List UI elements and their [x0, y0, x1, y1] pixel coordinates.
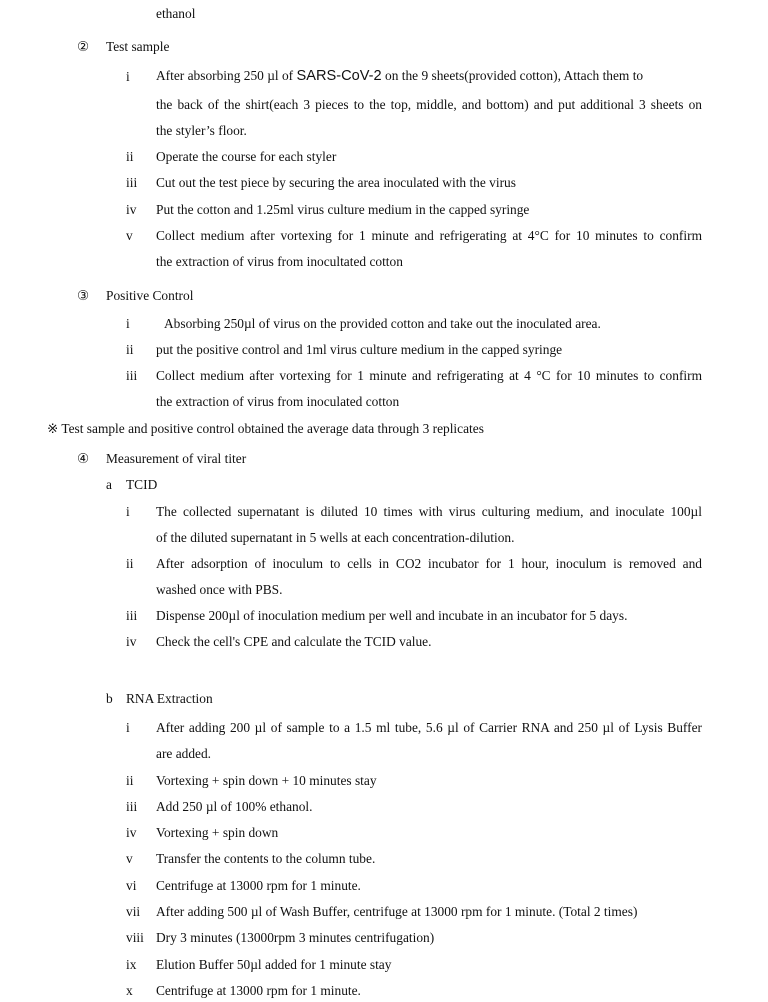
step-text-line: Collect medium after vortexing for 1 minute and refrigerating at 4°C for 10 minutes to confirm	[156, 228, 702, 243]
step-text-line: Dispense 200µl of inoculation medium per well and incubate in an incubator for 5 days.	[156, 608, 628, 623]
step-text-line: After adding 500 µl of Wash Buffer, centrifuge at 13000 rpm for 1 minute. (Total 2 times)	[156, 904, 638, 919]
step-number: i	[126, 720, 130, 735]
step-text-line: Elution Buffer 50µl added for 1 minute stay	[156, 957, 392, 972]
step-text-line: put the positive control and 1ml virus culture medium in the capped syringe	[156, 342, 563, 357]
step-number: i	[126, 504, 130, 519]
step-text-line: After adsorption of inoculum to cells in CO2 incubator for 1 hour, inoculum is removed and	[156, 556, 702, 571]
subsection-letter-tcid: a	[106, 477, 112, 492]
step-text-line: the back of the shirt(each 3 pieces to the top, middle, and bottom) and put additional 3 sheets on	[156, 97, 702, 112]
replicates-note: ※ Test sample and positive control obtained the average data through 3 replicates	[47, 421, 484, 436]
step-text-line: Transfer the contents to the column tube.	[156, 851, 376, 866]
step-text-line: Absorbing 250µl of virus on the provided cotton and take out the inoculated area.	[164, 316, 601, 331]
step-text-line: washed once with PBS.	[156, 582, 283, 597]
step-number: iii	[126, 799, 138, 814]
step-number: iii	[126, 175, 138, 190]
step-number: viii	[126, 930, 144, 945]
step-number: ix	[126, 957, 137, 972]
step-number: vii	[126, 904, 141, 919]
step-text-line	[156, 68, 702, 84]
step-text-part: on the 9 sheets(provided cotton), Attach them to	[385, 68, 644, 83]
step-number: iv	[126, 825, 137, 840]
subsection-letter-rna: b	[106, 691, 113, 706]
step-number: ii	[126, 556, 134, 571]
step-text-part: After absorbing 250 µl of	[156, 68, 294, 83]
step-text-line: Dry 3 minutes (13000rpm 3 minutes centrifugation)	[156, 930, 435, 945]
step-number: iv	[126, 202, 137, 217]
step-text-line: Vortexing + spin down	[156, 825, 279, 840]
step-number: ii	[126, 342, 134, 357]
section-title-viral-titer: Measurement of viral titer	[106, 451, 247, 466]
step-text-line: Centrifuge at 13000 rpm for 1 minute.	[156, 878, 361, 893]
step-text-line: are added.	[156, 746, 212, 761]
section-title-test-sample: Test sample	[106, 39, 170, 54]
section-marker-positive-control: ③	[77, 288, 90, 303]
step-number: v	[126, 228, 133, 243]
step-number: ii	[126, 149, 134, 164]
step-text-line: Operate the course for each styler	[156, 149, 337, 164]
step-text-line: Put the cotton and 1.25ml virus culture medium in the capped syringe	[156, 202, 530, 217]
section-marker-test-sample: ②	[77, 39, 90, 54]
step-number: iii	[126, 368, 138, 383]
step-text-line: Cut out the test piece by securing the area inoculated with the virus	[156, 175, 516, 190]
step-number: i	[126, 69, 130, 84]
step-number: x	[126, 983, 133, 998]
step-text-line: Vortexing + spin down + 10 minutes stay	[156, 773, 377, 788]
continuation-text: ethanol	[156, 6, 196, 21]
step-text-line: the styler’s floor.	[156, 123, 247, 138]
step-text-line: The collected supernatant is diluted 10 times with virus culturing medium, and inoculate 100µl	[156, 504, 702, 519]
step-text-line: Check the cell's CPE and calculate the TCID value.	[156, 634, 432, 649]
subsection-title-rna: RNA Extraction	[126, 691, 213, 706]
step-number: iv	[126, 634, 137, 649]
step-text-line: the extraction of virus from inocultated cotton	[156, 254, 403, 269]
step-text-line: Add 250 µl of 100% ethanol.	[156, 799, 313, 814]
step-text-line: Centrifuge at 13000 rpm for 1 minute.	[156, 983, 361, 998]
section-marker-viral-titer: ④	[77, 451, 90, 466]
step-number: vi	[126, 878, 137, 893]
subsection-title-tcid: TCID	[126, 477, 158, 492]
step-text-line: of the diluted supernatant in 5 wells at each concentration-dilution.	[156, 530, 515, 545]
step-number: i	[126, 316, 130, 331]
step-text-line: Collect medium after vortexing for 1 minute and refrigerating at 4 °C for 10 minutes to confirm	[156, 368, 702, 383]
step-number: iii	[126, 608, 138, 623]
virus-name: SARS-CoV-2	[296, 68, 382, 84]
step-text-line: the extraction of virus from inoculated cotton	[156, 394, 400, 409]
section-title-positive-control: Positive Control	[106, 288, 194, 303]
step-number: v	[126, 851, 133, 866]
step-number: ii	[126, 773, 134, 788]
step-text-line: After adding 200 µl of sample to a 1.5 ml tube, 5.6 µl of Carrier RNA and 250 µl of Lysis Buffer	[156, 720, 702, 735]
